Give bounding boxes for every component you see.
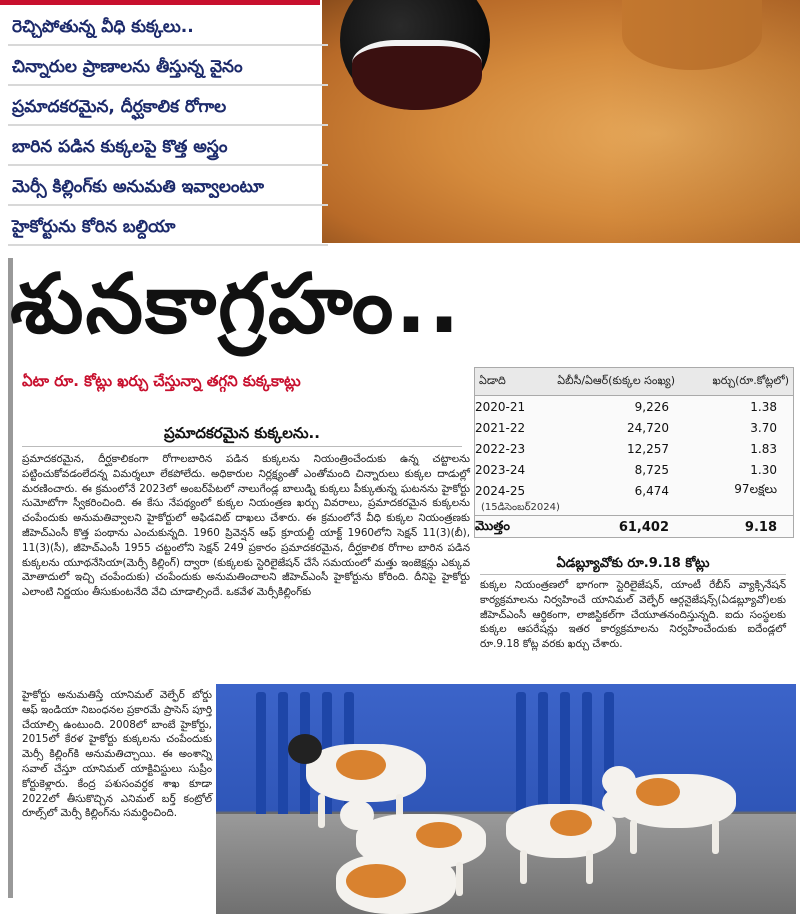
table-row xyxy=(475,396,793,417)
body-paragraph: ప్రమాదకరమైన, దీర్ఘకాలికంగా రోగాలబారిన పడిన కుక్కలను నియంత్రించేందుకు ఉన్న చట్టాలను పట్టించుకోవడంలేదన్న విమర్శలూ లేకపోలేదు. అధికారుల నిర్లక్ష్యంతో ఎంతోమంది చిన్నారులు కుక్కల దాడుల్లో మరణించారు. ఈ క్రమంలోనే 2023లో అంబర్‌పేటలో నాలుగేండ్ల బాలుడ్ని కుక్కలు పీక్కుతున్న ఘటనను హైకోర్టు సుమోటోగా స్వీకరించింది. ఈ కేసు నేపథ్యంలో కుక్కల నియంత్రణ ఖర్చు వివరాలు, ప్రమాదకరమైన కుక్కలను చంపేందుకు అనుమతివ్వాలని హైకోర్టులో అఫిడవిట్ దాఖలు చేశారు. ఈ క్రమంలోనే వీధి కుక్కల నియంత్రణకు జీహెచ్ఎంసీ కొత్త పంథాను ఎంచుకున్నది. 1960 ప్రివెన్షన్ ఆఫ్ క్రూయల్టీ యాక్ట్ 1960లోని సెక్షన్ 11(3)(బీ), 11(3)(సీ), జీహెచ్ఎంసీ 1955 చట్టంలోని సెక్షన్ 249 ప్రకారం ప్రమాదకరమైన, దీర్ఘకాలిక రోగాల బారిన పడిన కుక్కలను యూథనేసియా(మెర్సీ కిల్లింగ్) ద్వారా (కుక్కలకు స్టెరిలైజేషన్ చేసే సమయంలో మత్తు ఇంజెక్షన్లు ఎక్కువ మోతాదులో ఇచ్చి చంపేందుకు) చంపేందుకు అనుమతించాలని జీహెచ్ఎంసీ హైకోర్టును కోరింది. దీనిపై హైకోర్టు ఎలాంటి నిర్ణయం తీసుకుంటనేది వేచి చూడాల్సిందే. ఒకవేళ మెర్సీకిల్లింగ్‌కు xyxy=(22,453,470,599)
sidebar-divider xyxy=(480,574,786,575)
table-date-note: (15డిసెంబర్2024) xyxy=(481,502,560,513)
main-headline: శునకాగ్రహం.. xyxy=(10,257,462,352)
table-header-year: ఏడాది xyxy=(479,373,506,387)
bullet-headlines xyxy=(8,14,328,254)
cell-year: 2024-25 xyxy=(475,483,526,498)
angry-dog-photo xyxy=(322,0,800,243)
cell-total-count: 61,402 xyxy=(618,520,669,535)
dog-figure xyxy=(336,854,456,914)
cell-year: 2020-21 xyxy=(475,399,526,414)
sidebar-heading: ఏడబ్ల్యూవోకు రూ.9.18 కోట్లు xyxy=(556,556,710,571)
cell-cost: 97లక్షలు xyxy=(734,482,777,496)
bullet-line: మెర్సీ కిల్లింగ్‌కు అనుమతి ఇవ్వాలంటూ xyxy=(8,174,328,206)
cell-count: 24,720 xyxy=(627,420,669,435)
cell-cost: 1.38 xyxy=(750,399,777,414)
bullet-line: చిన్నారుల ప్రాణాలను తీస్తున్న వైనం xyxy=(8,54,328,86)
street-dogs-photo xyxy=(216,684,796,914)
table-total-row xyxy=(475,515,793,539)
cell-count: 12,257 xyxy=(627,441,669,456)
cell-cost: 1.30 xyxy=(750,462,777,477)
cell-total-cost: 9.18 xyxy=(744,520,777,535)
cell-count: 8,725 xyxy=(634,462,669,477)
expense-table xyxy=(474,367,794,538)
table-row xyxy=(475,438,793,459)
bullet-line: ప్రమాదకరమైన, దీర్ఘకాలిక రోగాల xyxy=(8,94,328,126)
bullet-line: బారిన పడిన కుక్కలపై కొత్త అస్త్రం xyxy=(8,134,328,166)
cell-cost: 1.83 xyxy=(750,441,777,456)
dog-figure xyxy=(506,804,616,858)
top-accent-bar xyxy=(0,0,320,5)
table-header-count: ఏబీసీ/ఏఆర్(కుక్కల సంఖ్య) xyxy=(557,373,675,387)
section-divider xyxy=(22,446,462,447)
cell-total-label: మొత్తం xyxy=(475,518,510,534)
table-header-cost: ఖర్చు(రూ.కోట్లలో) xyxy=(712,373,789,387)
dog-figure xyxy=(306,744,426,802)
cell-cost: 3.70 xyxy=(750,420,777,435)
subheadline: ఏటా రూ. కోట్లు ఖర్చు చేస్తున్నా తగ్గని కుక్కకాట్లు xyxy=(22,372,301,390)
cell-count: 6,474 xyxy=(634,483,669,498)
bullet-line: హైకోర్టును కోరిన బల్దియా xyxy=(8,214,328,246)
cell-year: 2023-24 xyxy=(475,462,526,477)
sidebar-paragraph: కుక్కల నియంత్రణలో భాగంగా స్టెరిలైజేషన్, యాంటీ రేబీస్ వ్యాక్సినేషన్ కార్యక్రమాలను నిర్వహించే యానిమల్ వెల్ఫేర్ ఆర్గనైజేషన్స్(ఏడబ్ల్యూవో)లకు జీహెచ్ఎంసీ ఆర్థికంగా, లాజిస్టికల్‌గా చేయూతనందిస్తున్నది. ఐదు సంస్థలకు కుక్కల ఆపరేషన్లు ఇతర కార్యక్రమాలను నిర్వహించేందుకు ఐదేండ్లలో రూ.9.18 కోట్ల వరకు ఖర్చు చేశారు. xyxy=(480,579,786,651)
dog-figure xyxy=(616,774,736,828)
table-row xyxy=(475,417,793,438)
cell-year: 2021-22 xyxy=(475,420,526,435)
cell-year: 2022-23 xyxy=(475,441,526,456)
section-heading: ప్రమాదకరమైన కుక్కలను.. xyxy=(164,424,320,442)
table-header-row xyxy=(475,368,793,396)
table-row xyxy=(475,480,793,501)
bullet-line: రెచ్చిపోతున్న వీధి కుక్కలు.. xyxy=(8,14,328,46)
table-row xyxy=(475,459,793,480)
cell-count: 9,226 xyxy=(634,399,669,414)
body-paragraph-continued: హైకోర్టు అనుమతిస్తే యానిమల్ వెల్ఫేర్ బోర్డు ఆఫ్ ఇండియా నిబంధనల ప్రకారమే ప్రాసెస్ పూర్తి చేయాల్సి ఉంటుంది. 2008లో బాంబే హైకోర్టు, 2015లో కేరళ హైకోర్టు కుక్కలను చంపేందుకు మెర్సీ కిల్లింగ్‌కి అనుమతిచ్చాయి. ఈ అంశాన్ని సవాల్ చేస్తూ యానిమల్ యాక్టివిస్టులు సుప్రీం కోర్టుకెళ్లారు. కేంద్ర పశుసంవర్ధక శాఖ కూడా 2022లో తీసుకొచ్చిన ఎనిమల్ బర్త్ కంట్రోల్ రూల్స్‌లో మెర్సీ కిల్లింగ్‌ను సమర్థించింది. xyxy=(22,689,212,820)
